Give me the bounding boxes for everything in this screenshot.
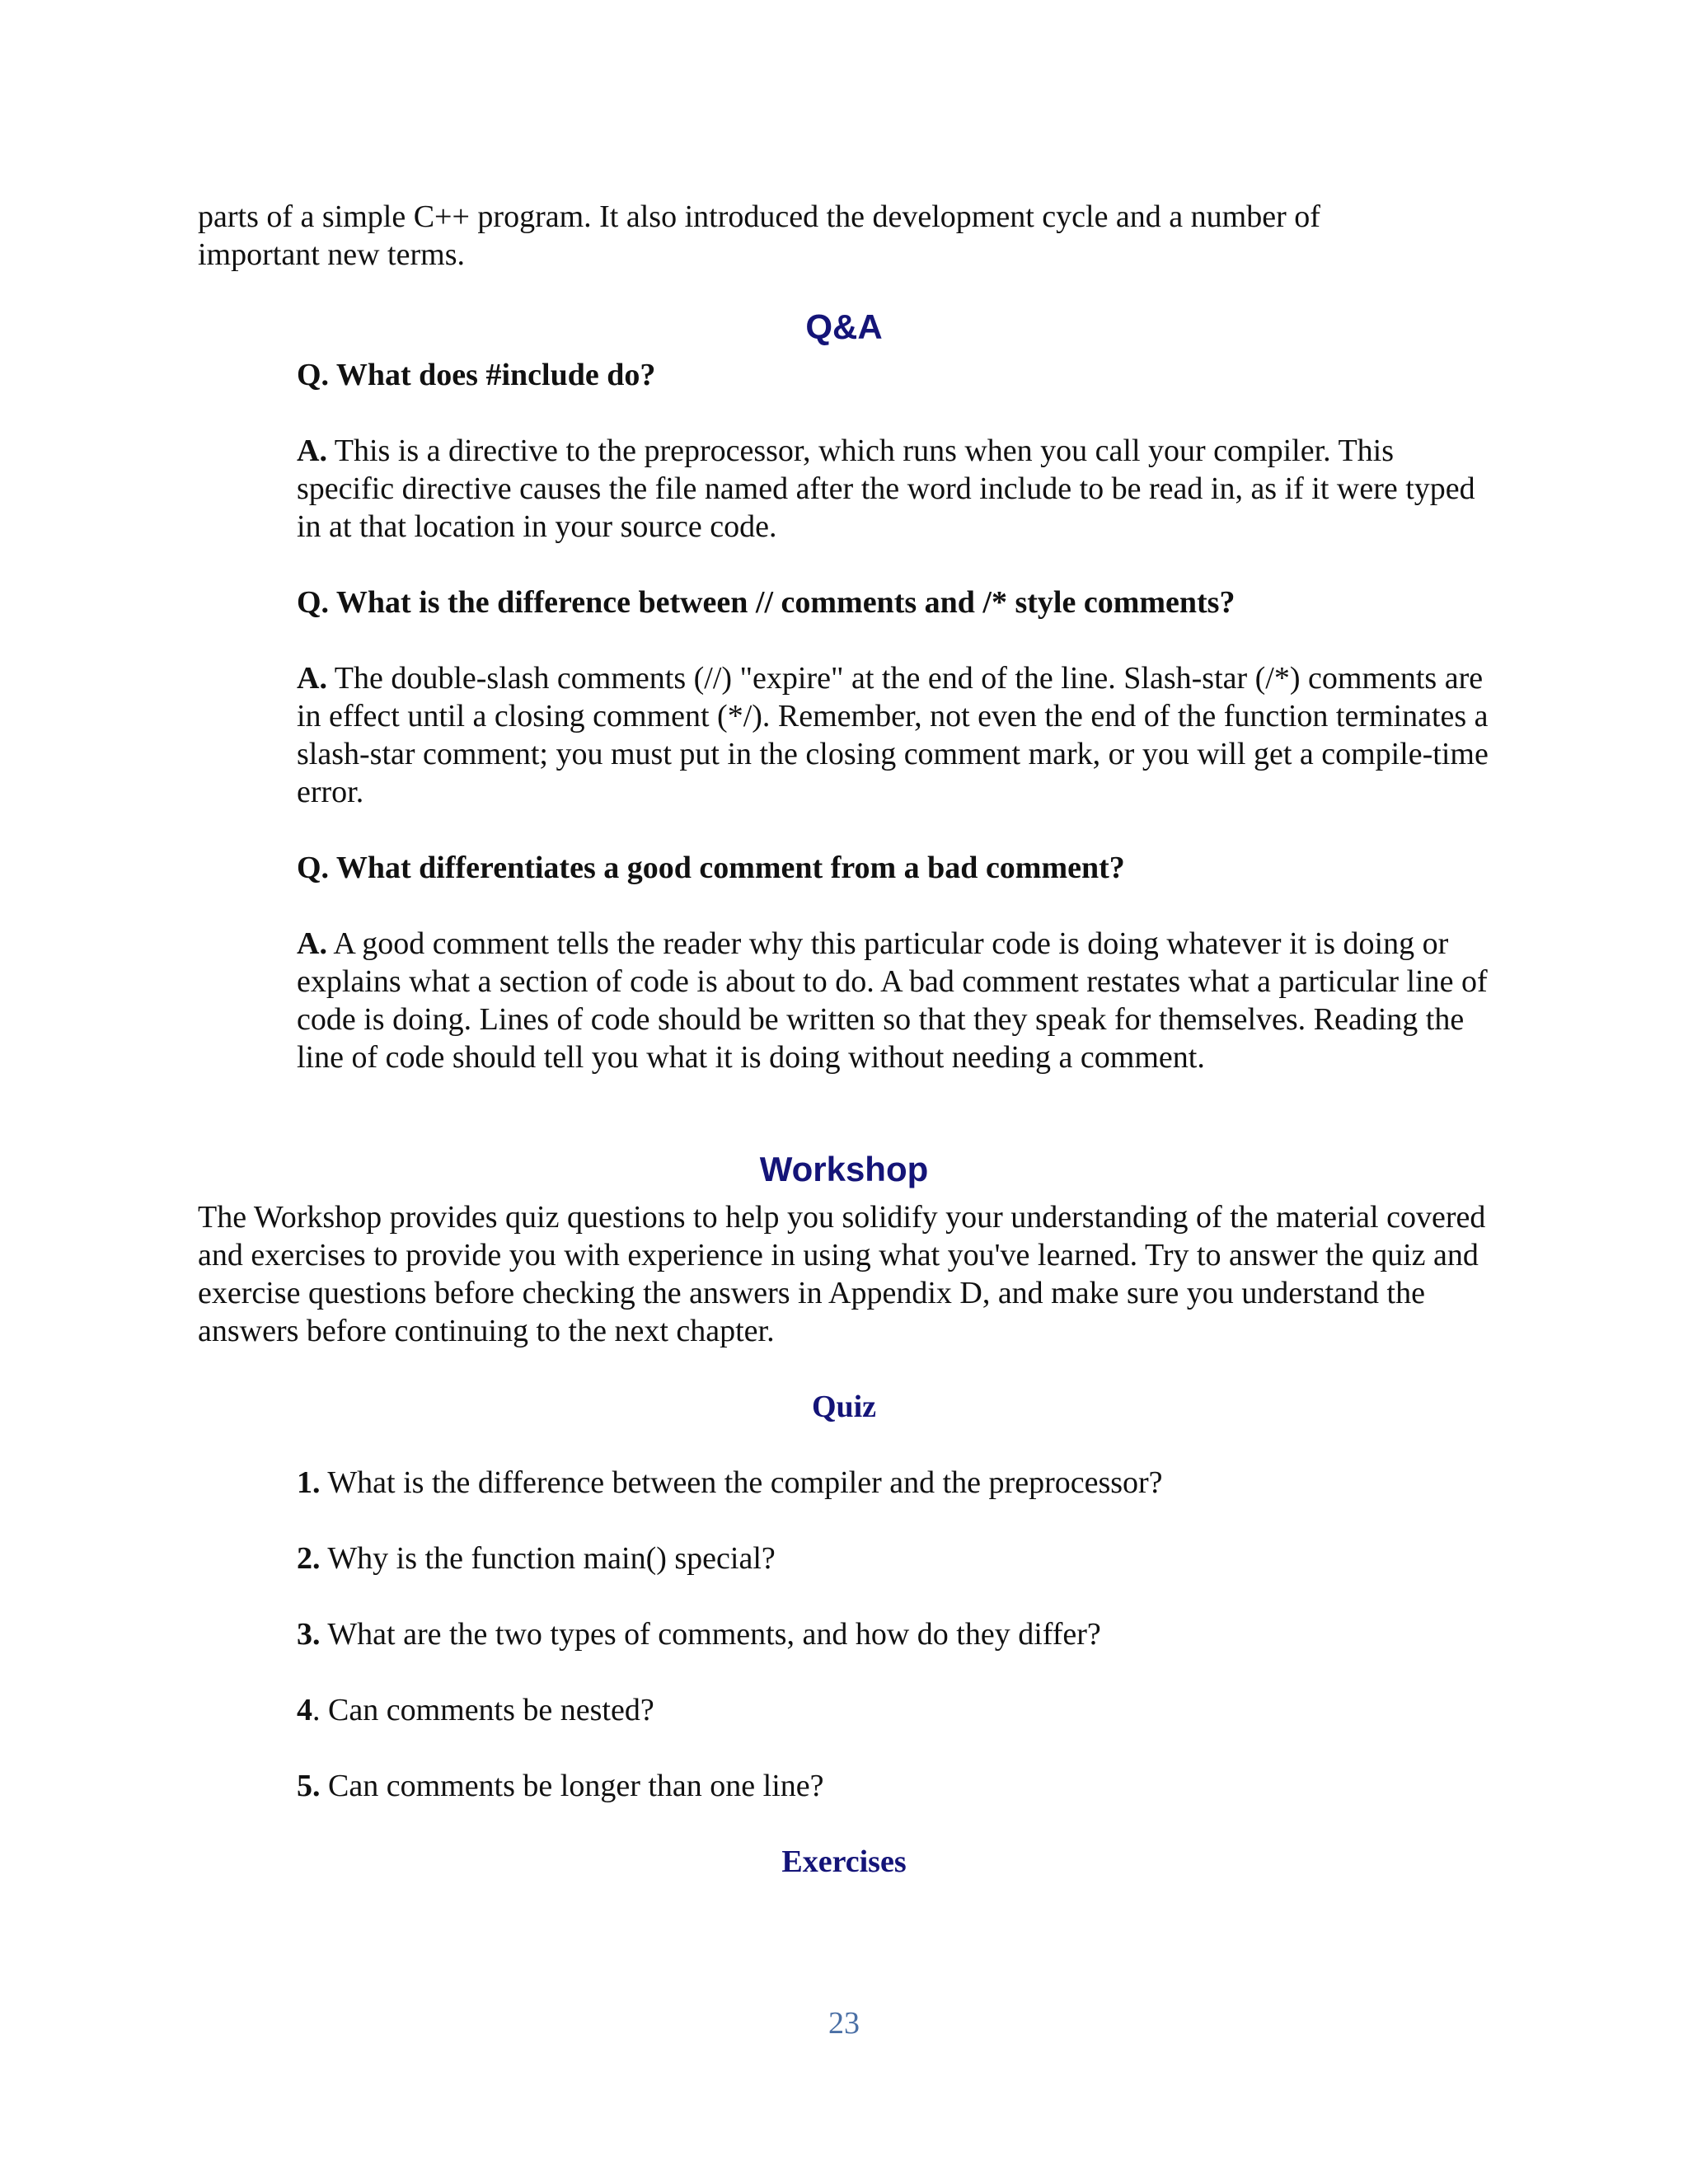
- quiz-item-5-text: Can comments be longer than one line?: [320, 1769, 824, 1803]
- qa-question-3: Q. What differentiates a good comment from a bad comment?: [297, 851, 1125, 885]
- intro-line-2: important new terms.: [198, 237, 465, 272]
- quiz-item-5-number: 5.: [297, 1769, 321, 1803]
- intro-line-1: parts of a simple C++ program. It also introduced the development cycle and a number of: [198, 199, 1320, 234]
- qa-answer-2-lead: A.: [297, 661, 327, 696]
- quiz-item-4-text: . Can comments be nested?: [312, 1693, 654, 1727]
- qa-answer-3-text: A good comment tells the reader why this particular code is doing whatever it is doing or explains what a section of code is about to do. A bad comment restates what a particular line of code is doing. Lines of code should be written so that they speak for themselves. Reading the line of code should tell you what it is doing without needing a comment.: [297, 926, 1488, 1075]
- qa-answer-2: [297, 659, 1492, 811]
- qa-question-2: Q. What is the difference between // comments and /* style comments?: [297, 585, 1236, 620]
- quiz-item-3: [297, 1615, 1492, 1653]
- quiz-item-2-text: Why is the function main() special?: [320, 1541, 776, 1576]
- quiz-item-4-number: 4: [297, 1693, 312, 1727]
- workshop-heading: Workshop: [759, 1150, 929, 1188]
- qa-answer-3-lead: A.: [297, 926, 327, 961]
- qa-answer-2-text: The double-slash comments (//) "expire" at the end of the line. Slash-star (/*) comments are in effect until a closing comment (*/). Remember, not even the end of the function terminates a slash-star comment; you must put in the closing comment mark, or you will get a compile-time error.: [297, 661, 1489, 809]
- quiz-item-1-text: What is the difference between the compiler and the preprocessor?: [320, 1465, 1163, 1500]
- quiz-heading: Quiz: [811, 1390, 877, 1424]
- intro-paragraph: [198, 198, 1492, 274]
- qa-heading: Q&A: [805, 307, 883, 346]
- quiz-item-2: [297, 1540, 1492, 1577]
- quiz-item-3-text: What are the two types of comments, and how do they differ?: [320, 1617, 1101, 1652]
- qa-answer-1-lead: A.: [297, 434, 327, 468]
- qa-answer-3: [297, 925, 1492, 1076]
- qa-answer-1: [297, 432, 1492, 546]
- qa-question-1: Q. What does #include do?: [297, 358, 656, 392]
- quiz-item-3-number: 3.: [297, 1617, 321, 1652]
- qa-answer-1-text: This is a directive to the preprocessor, which runs when you call your compiler. This specific directive causes the file named after the word include to be read in, as if it were typed in at that location in your source code.: [297, 434, 1475, 544]
- workshop-paragraph: The Workshop provides quiz questions to help you solidify your understanding of the material covered and exercises to provide you with experience in using what you've learned. Try to answer the quiz and exercise questions before checking the answers in Appendix D, and make sure you understand the answers before continuing to the next chapter.: [198, 1200, 1486, 1348]
- quiz-item-1: [297, 1464, 1492, 1502]
- quiz-item-2-number: 2.: [297, 1541, 321, 1576]
- quiz-item-5: [297, 1767, 1492, 1805]
- page-number: 23: [828, 2006, 860, 2041]
- quiz-item-1-number: 1.: [297, 1465, 321, 1500]
- quiz-item-4: [297, 1691, 1492, 1729]
- exercises-heading: Exercises: [781, 1844, 907, 1879]
